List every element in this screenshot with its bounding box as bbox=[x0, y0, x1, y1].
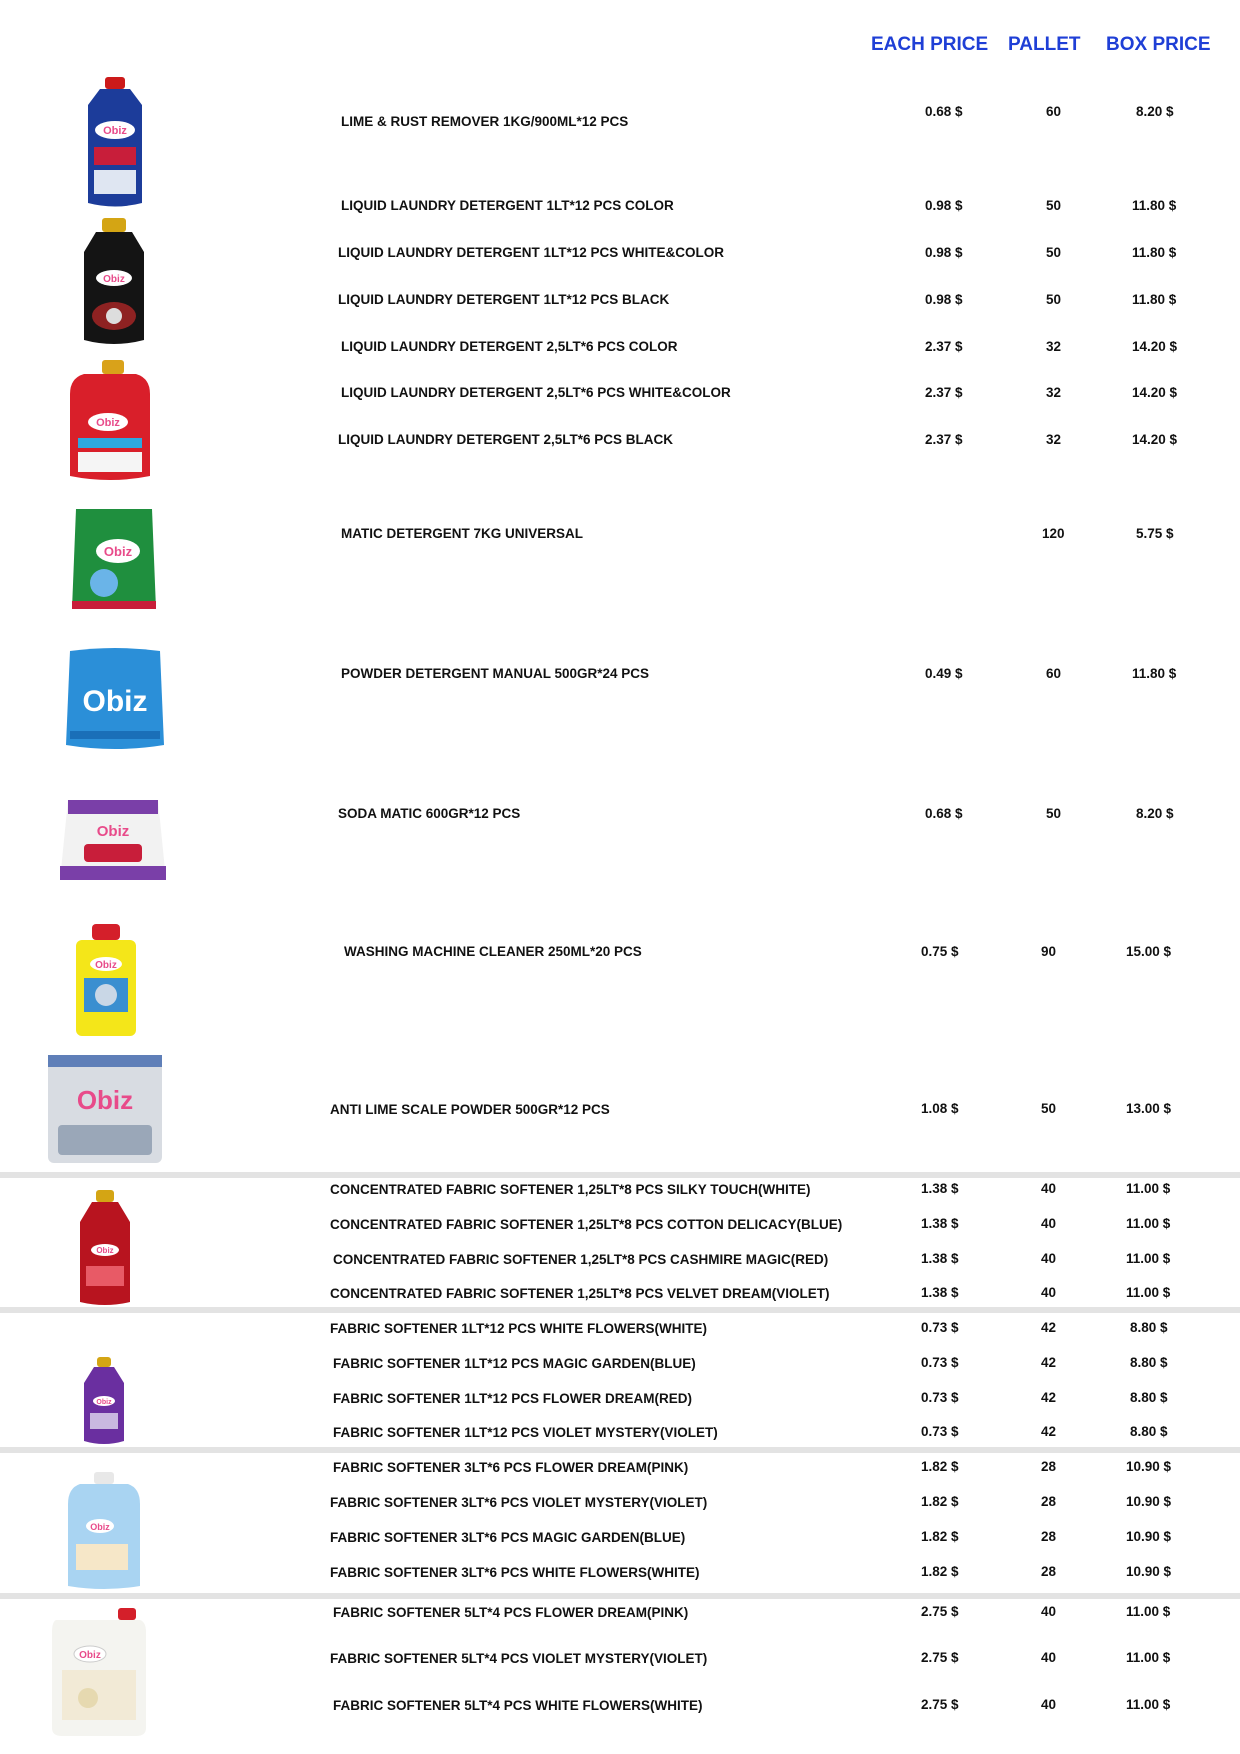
pallet-qty: 40 bbox=[1041, 1216, 1057, 1231]
product-name: LIQUID LAUNDRY DETERGENT 1LT*12 PCS WHITE&COLOR bbox=[338, 245, 725, 260]
box-price: 14.20 $ bbox=[1132, 432, 1178, 447]
product-name: CONCENTRATED FABRIC SOFTENER 1,25LT*8 PCS COTTON DELICACY(BLUE) bbox=[330, 1217, 843, 1232]
lime-rust-remover-bottle-image bbox=[80, 75, 150, 210]
svg-text:Obiz: Obiz bbox=[82, 685, 148, 718]
pallet-qty: 50 bbox=[1041, 1101, 1057, 1116]
product-name: LIQUID LAUNDRY DETERGENT 2,5LT*6 PCS BLACK bbox=[338, 432, 674, 447]
svg-text:Obiz: Obiz bbox=[96, 823, 130, 840]
each-price: 1.38 $ bbox=[921, 1251, 959, 1266]
pallet-qty: 28 bbox=[1041, 1494, 1057, 1509]
pallet-qty: 42 bbox=[1041, 1320, 1057, 1335]
product-name: FABRIC SOFTENER 3LT*6 PCS VIOLET MYSTERY(VIOLET) bbox=[330, 1495, 708, 1510]
box-price: 11.80 $ bbox=[1132, 198, 1177, 213]
pallet-qty: 40 bbox=[1041, 1604, 1057, 1619]
pallet-qty: 32 bbox=[1046, 432, 1062, 447]
box-price: 8.80 $ bbox=[1130, 1355, 1168, 1370]
box-price: 8.20 $ bbox=[1136, 104, 1174, 119]
pallet-qty: 40 bbox=[1041, 1285, 1057, 1300]
product-name: LIQUID LAUNDRY DETERGENT 1LT*12 PCS BLACK bbox=[338, 292, 670, 307]
product-name: WASHING MACHINE CLEANER 250ML*20 PCS bbox=[344, 944, 642, 959]
pallet-qty: 40 bbox=[1041, 1650, 1057, 1665]
pallet-qty: 42 bbox=[1041, 1424, 1057, 1439]
box-price: 11.00 $ bbox=[1126, 1285, 1171, 1300]
each-price: 1.82 $ bbox=[921, 1459, 959, 1474]
pallet-qty: 28 bbox=[1041, 1564, 1057, 1579]
liquid-detergent-1lt-black-bottle-image bbox=[78, 216, 150, 346]
box-price: 11.80 $ bbox=[1132, 666, 1177, 681]
each-price: 1.82 $ bbox=[921, 1529, 959, 1544]
each-price: 1.82 $ bbox=[921, 1564, 959, 1579]
product-name: FABRIC SOFTENER 1LT*12 PCS WHITE FLOWERS(WHITE) bbox=[330, 1321, 708, 1336]
pallet-qty: 50 bbox=[1046, 245, 1062, 260]
box-price: 14.20 $ bbox=[1132, 385, 1178, 400]
box-price: 8.80 $ bbox=[1130, 1390, 1168, 1405]
each-price: 1.38 $ bbox=[921, 1216, 959, 1231]
box-price: 11.80 $ bbox=[1132, 245, 1177, 260]
product-name: FABRIC SOFTENER 5LT*4 PCS FLOWER DREAM(PINK) bbox=[333, 1605, 689, 1620]
header-pallet: PALLET bbox=[1008, 34, 1081, 55]
svg-text:Obiz: Obiz bbox=[96, 417, 120, 429]
product-name: FABRIC SOFTENER 5LT*4 PCS WHITE FLOWERS(WHITE) bbox=[333, 1698, 703, 1713]
fabric-softener-3lt-bottle-image bbox=[64, 1470, 144, 1592]
product-name: FABRIC SOFTENER 1LT*12 PCS FLOWER DREAM(RED) bbox=[333, 1391, 693, 1406]
product-name: CONCENTRATED FABRIC SOFTENER 1,25LT*8 PCS VELVET DREAM(VIOLET) bbox=[330, 1286, 830, 1301]
each-price: 0.68 $ bbox=[925, 104, 963, 119]
svg-text:Obiz: Obiz bbox=[103, 544, 133, 559]
product-name: LIQUID LAUNDRY DETERGENT 2,5LT*6 PCS COLOR bbox=[341, 339, 678, 354]
powder-detergent-bag-image bbox=[60, 645, 170, 753]
pallet-qty: 50 bbox=[1046, 806, 1062, 821]
product-name: ANTI LIME SCALE POWDER 500GR*12 PCS bbox=[330, 1102, 610, 1117]
svg-text:Obiz: Obiz bbox=[103, 125, 127, 137]
header-each-price: EACH PRICE bbox=[871, 34, 989, 55]
each-price: 0.98 $ bbox=[925, 198, 963, 213]
each-price: 2.37 $ bbox=[925, 385, 963, 400]
each-price: 0.68 $ bbox=[925, 806, 963, 821]
svg-text:Obiz: Obiz bbox=[76, 1085, 134, 1115]
fabric-softener-5lt-canister-image bbox=[48, 1606, 150, 1738]
washing-machine-cleaner-bottle-image bbox=[70, 922, 142, 1040]
box-price: 10.90 $ bbox=[1126, 1564, 1172, 1579]
liquid-detergent-2-5lt-bottle-image bbox=[64, 358, 156, 484]
svg-text:Obiz: Obiz bbox=[96, 1399, 112, 1406]
each-price: 0.73 $ bbox=[921, 1424, 959, 1439]
box-price: 11.00 $ bbox=[1126, 1650, 1171, 1665]
pallet-qty: 28 bbox=[1041, 1529, 1057, 1544]
each-price: 2.37 $ bbox=[925, 339, 963, 354]
each-price: 2.75 $ bbox=[921, 1697, 959, 1712]
each-price: 1.38 $ bbox=[921, 1181, 959, 1196]
pallet-qty: 60 bbox=[1046, 666, 1062, 681]
pallet-qty: 120 bbox=[1042, 526, 1065, 541]
product-name: LIQUID LAUNDRY DETERGENT 1LT*12 PCS COLOR bbox=[341, 198, 674, 213]
box-price: 8.80 $ bbox=[1130, 1424, 1168, 1439]
pallet-qty: 28 bbox=[1041, 1459, 1057, 1474]
svg-text:Obiz: Obiz bbox=[79, 1650, 101, 1661]
pallet-qty: 60 bbox=[1046, 104, 1062, 119]
pallet-qty: 50 bbox=[1046, 292, 1062, 307]
separator bbox=[0, 1307, 1240, 1313]
box-price: 15.00 $ bbox=[1126, 944, 1172, 959]
each-price: 0.98 $ bbox=[925, 292, 963, 307]
pallet-qty: 32 bbox=[1046, 385, 1062, 400]
each-price: 0.98 $ bbox=[925, 245, 963, 260]
pallet-qty: 50 bbox=[1046, 198, 1062, 213]
product-name: POWDER DETERGENT MANUAL 500GR*24 PCS bbox=[341, 666, 650, 681]
box-price: 8.80 $ bbox=[1130, 1320, 1168, 1335]
each-price: 0.73 $ bbox=[921, 1355, 959, 1370]
box-price: 13.00 $ bbox=[1126, 1101, 1172, 1116]
concentrated-fabric-softener-bottle-image bbox=[74, 1188, 136, 1308]
box-price: 5.75 $ bbox=[1136, 526, 1174, 541]
each-price: 0.73 $ bbox=[921, 1390, 959, 1405]
product-name: FABRIC SOFTENER 5LT*4 PCS VIOLET MYSTERY(VIOLET) bbox=[330, 1651, 708, 1666]
svg-text:Obiz: Obiz bbox=[90, 1522, 110, 1532]
each-price: 2.75 $ bbox=[921, 1650, 959, 1665]
product-name: MATIC DETERGENT 7KG UNIVERSAL bbox=[341, 526, 584, 541]
separator bbox=[0, 1172, 1240, 1178]
product-name: CONCENTRATED FABRIC SOFTENER 1,25LT*8 PCS SILKY TOUCH(WHITE) bbox=[330, 1182, 811, 1197]
box-price: 14.20 $ bbox=[1132, 339, 1178, 354]
soda-matic-bag-image bbox=[48, 796, 178, 886]
svg-text:Obiz: Obiz bbox=[103, 274, 125, 285]
box-price: 11.00 $ bbox=[1126, 1181, 1171, 1196]
box-price: 8.20 $ bbox=[1136, 806, 1174, 821]
anti-lime-scale-powder-bag-image bbox=[44, 1051, 166, 1167]
product-name: LIQUID LAUNDRY DETERGENT 2,5LT*6 PCS WHITE&COLOR bbox=[341, 385, 731, 400]
pallet-qty: 90 bbox=[1041, 944, 1057, 959]
pallet-qty: 42 bbox=[1041, 1355, 1057, 1370]
product-name: CONCENTRATED FABRIC SOFTENER 1,25LT*8 PCS CASHMIRE MAGIC(RED) bbox=[333, 1252, 829, 1267]
product-name: FABRIC SOFTENER 1LT*12 PCS VIOLET MYSTERY(VIOLET) bbox=[333, 1425, 718, 1440]
separator bbox=[0, 1593, 1240, 1599]
product-name: FABRIC SOFTENER 1LT*12 PCS MAGIC GARDEN(BLUE) bbox=[333, 1356, 696, 1371]
box-price: 10.90 $ bbox=[1126, 1529, 1172, 1544]
box-price: 11.00 $ bbox=[1126, 1697, 1171, 1712]
box-price: 10.90 $ bbox=[1126, 1459, 1172, 1474]
product-name: SODA MATIC 600GR*12 PCS bbox=[338, 806, 521, 821]
each-price: 0.75 $ bbox=[921, 944, 959, 959]
matic-detergent-bag-image bbox=[64, 505, 164, 615]
each-price: 1.38 $ bbox=[921, 1285, 959, 1300]
fabric-softener-1lt-bottle-image bbox=[80, 1355, 128, 1447]
each-price: 2.75 $ bbox=[921, 1604, 959, 1619]
product-name: FABRIC SOFTENER 3LT*6 PCS FLOWER DREAM(PINK) bbox=[333, 1460, 689, 1475]
box-price: 10.90 $ bbox=[1126, 1494, 1172, 1509]
svg-text:Obiz: Obiz bbox=[96, 1246, 114, 1255]
box-price: 11.80 $ bbox=[1132, 292, 1177, 307]
svg-text:Obiz: Obiz bbox=[95, 960, 117, 971]
box-price: 11.00 $ bbox=[1126, 1604, 1171, 1619]
box-price: 11.00 $ bbox=[1126, 1251, 1171, 1266]
box-price: 11.00 $ bbox=[1126, 1216, 1171, 1231]
pallet-qty: 32 bbox=[1046, 339, 1062, 354]
each-price: 2.37 $ bbox=[925, 432, 963, 447]
each-price: 0.73 $ bbox=[921, 1320, 959, 1335]
pallet-qty: 40 bbox=[1041, 1697, 1057, 1712]
each-price: 1.08 $ bbox=[921, 1101, 959, 1116]
product-name: FABRIC SOFTENER 3LT*6 PCS WHITE FLOWERS(WHITE) bbox=[330, 1565, 700, 1580]
pallet-qty: 40 bbox=[1041, 1181, 1057, 1196]
separator bbox=[0, 1447, 1240, 1453]
pallet-qty: 40 bbox=[1041, 1251, 1057, 1266]
product-name: FABRIC SOFTENER 3LT*6 PCS MAGIC GARDEN(BLUE) bbox=[330, 1530, 686, 1545]
header-box-price: BOX PRICE bbox=[1106, 34, 1211, 55]
pallet-qty: 42 bbox=[1041, 1390, 1057, 1405]
each-price: 0.49 $ bbox=[925, 666, 963, 681]
product-name: LIME & RUST REMOVER 1KG/900ML*12 PCS bbox=[341, 114, 629, 129]
each-price: 1.82 $ bbox=[921, 1494, 959, 1509]
